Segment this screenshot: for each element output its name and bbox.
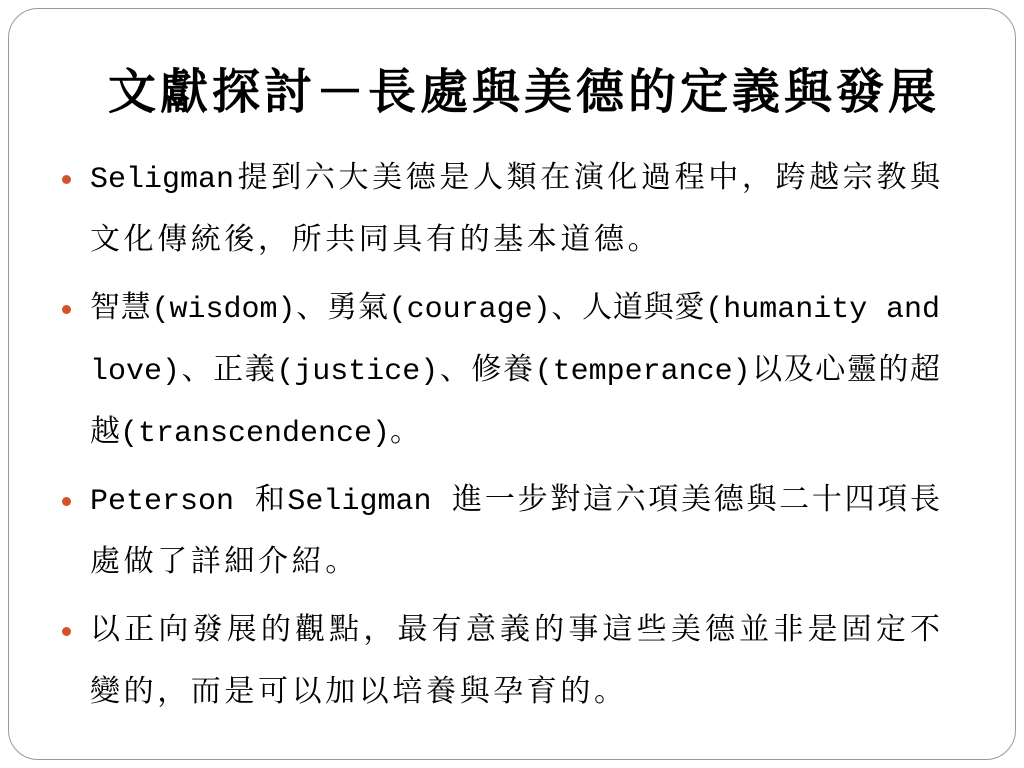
bullet-list [90, 149, 940, 731]
bullet-dot-icon [62, 305, 71, 314]
bullet-dot-icon [62, 627, 71, 636]
bullet-dot-icon [62, 175, 71, 184]
bullet-item [90, 149, 940, 273]
bullet-text-line: 智慧(wisdom)、勇氣(courage)、人道與愛(humanity and [90, 293, 940, 327]
bullet-text-line: 變的，而是可以加以培養與孕育的。 [90, 677, 628, 711]
slide-title: 文獻探討－長處與美德的定義與發展 [107, 64, 940, 120]
bullet-text-line: 以正向發展的觀點，最有意義的事這些美德並非是固定不 [90, 615, 940, 649]
bullet-item [90, 601, 940, 725]
bullet-text-line: Seligman提到六大美德是人類在演化過程中，跨越宗教與 [90, 163, 940, 197]
bullet-item [90, 279, 940, 465]
bullet-text-line: 文化傳統後，所共同具有的基本道德。 [90, 225, 662, 259]
bullet-text-line: 處做了詳細介紹。 [90, 547, 359, 581]
bullet-dot-icon [62, 497, 71, 506]
bullet-item [90, 471, 940, 595]
bullet-text-line: love)、正義(justice)、修養(temperance)以及心靈的超 [90, 355, 940, 389]
bullet-text-line: 越(transcendence)。 [90, 417, 421, 451]
bullet-text-line: Peterson 和Seligman 進一步對這六項美德與二十四項長 [90, 485, 940, 519]
